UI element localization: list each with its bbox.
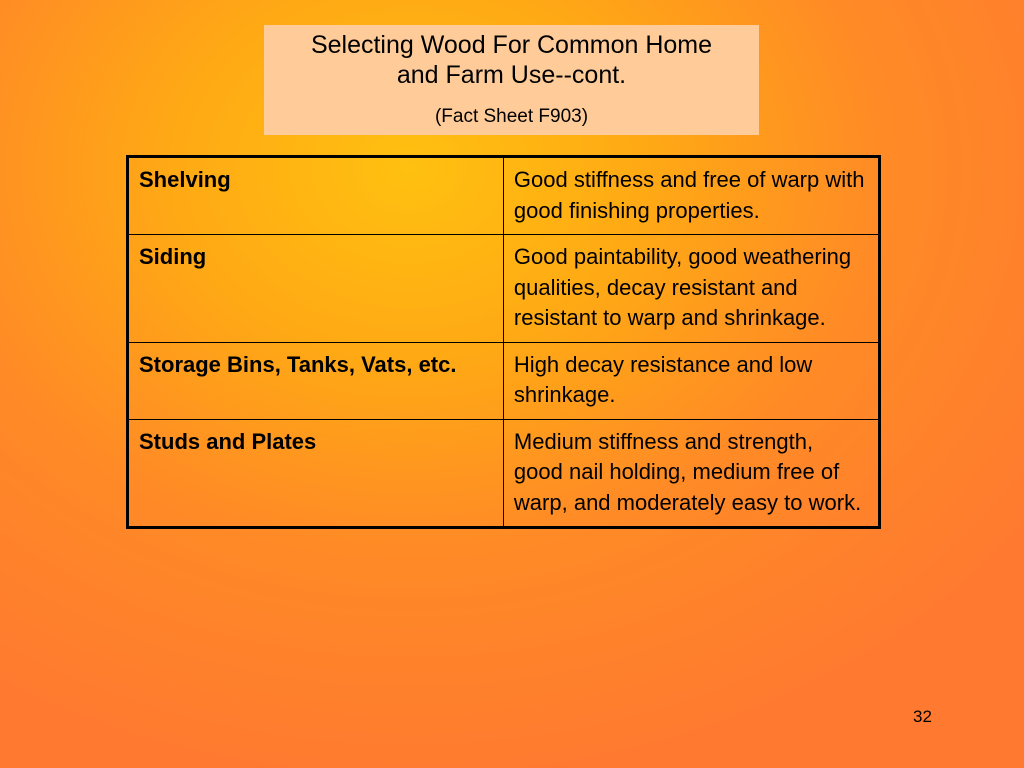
wood-use-cell: Shelving	[128, 157, 504, 235]
slide-subtitle: (Fact Sheet F903)	[434, 106, 589, 127]
slide-title-line-2: and Farm Use--cont.	[396, 61, 627, 89]
table-row	[128, 342, 880, 419]
slide-title-line-1: Selecting Wood For Common Home	[310, 31, 713, 59]
page-number: 32	[913, 707, 932, 726]
table-row	[128, 419, 880, 528]
title-box	[264, 25, 759, 135]
wood-use-table	[126, 155, 881, 529]
wood-use-cell: Siding	[128, 235, 504, 343]
wood-description-cell: Good stiffness and free of warp with good finishing properties.	[503, 157, 879, 235]
wood-description-cell: Medium stiffness and strength, good nail holding, medium free of warp, and moderately easy to work.	[503, 419, 879, 528]
table-row	[128, 157, 880, 235]
table-row	[128, 235, 880, 343]
wood-description-cell: Good paintability, good weathering qualities, decay resistant and resistant to warp and shrinkage.	[503, 235, 879, 343]
wood-use-cell: Storage Bins, Tanks, Vats, etc.	[128, 342, 504, 419]
wood-use-cell: Studs and Plates	[128, 419, 504, 528]
wood-description-cell: High decay resistance and low shrinkage.	[503, 342, 879, 419]
